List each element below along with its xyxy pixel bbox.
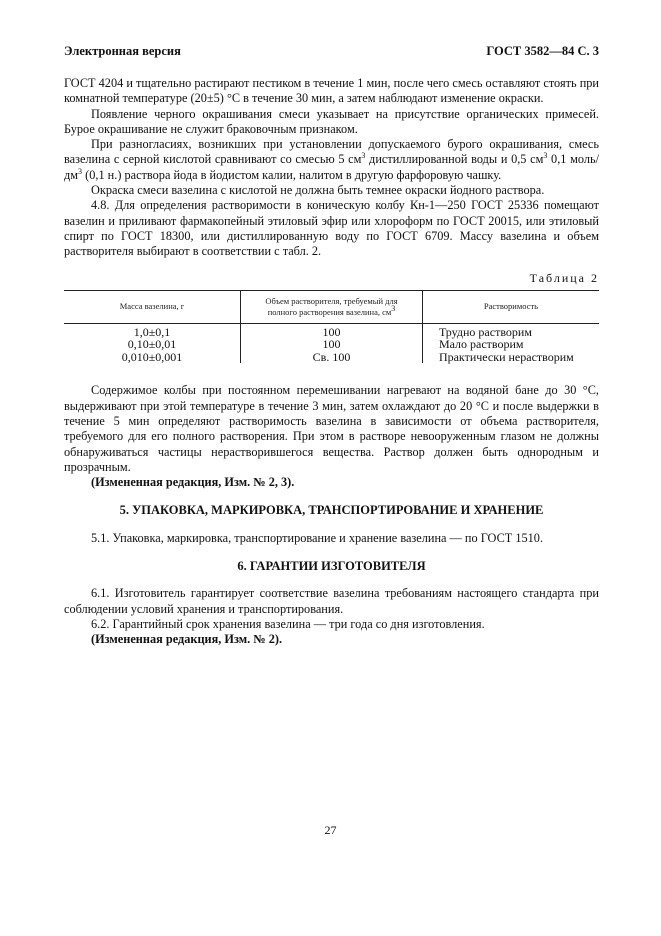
solubility-table (64, 290, 599, 364)
sulfuric-text-a: При разногласиях, возникших при установлении допускаемого бурого окрашивания, смесь вазелина с серной кислотой сравнивают со смесью 5 см (64, 137, 599, 167)
paragraph-6-1: 6.1. Изготовитель гарантирует соответствие вазелина требованиям настоящего стандарта при соблюдении условий хранения и транспортирования. (64, 586, 599, 616)
solubility-value: Практически нерастворим (438, 349, 574, 364)
paragraph-flask-heating: Содержимое колбы при постоянном перемешивании нагревают на водяной бане до 30 °С, выдерживают при этой температуре в течение 3 мин, затем охлаждают до 20 °С и после выдержки в течение 5 мин определяют растворимость вазелина в зависимости от объема растворителя, требуемого для его полного растворения. При этом в растворе невооруженным глазом не должны обнаруживаться частицы нерастворившегося вещества. Раствор должен быть однородным и прозрачным. (64, 383, 599, 474)
mass-value: 0,010±0,001 (121, 349, 183, 364)
header-volume-line2: полного растворения вазелина, см (267, 306, 392, 317)
sup-dm3: 3 (78, 166, 83, 176)
mass-value: 0,10±0,01 (127, 337, 177, 352)
solubility-value: Трудно растворим (438, 324, 532, 339)
section-6-title: 6. ГАРАНТИИ ИЗГОТОВИТЕЛЯ (237, 559, 426, 574)
paragraph-gost4204: ГОСТ 4204 и тщательно растирают пестиком в течение 1 мин, после чего смесь оставляют стоять при комнатной температуре (20±5) °С в течение 30 мин, а затем наблюдают изменение окраски. (64, 76, 599, 106)
paragraph-4-8: 4.8. Для определения растворимости в коническую колбу Кн-1—250 ГОСТ 25336 помещают вазелин и приливают фармакопейный этиловый эфир или хлороформ по ГОСТ 20015, или этиловый спирт по ГОСТ 18300, или дистиллированную воду по ГОСТ 6709. Массу вазелина и объем растворителя выбирают в соответствии с табл. 2. (64, 198, 599, 259)
sup-cm3-1: 3 (361, 151, 366, 161)
sup-cm3-2: 3 (543, 151, 548, 161)
edit-note-1: (Измененная редакция, Изм. № 2, 3). (91, 475, 295, 490)
sulfuric-text-b: дистиллированной воды и 0,5 см (365, 152, 544, 167)
table-caption: Таблица 2 (529, 270, 599, 285)
paragraph-black-color: Появление черного окрашивания смеси указывает на присутствие органических примесей. Бурое окрашивание не служит браковочным признаком. (64, 106, 599, 136)
header-left: Электронная версия (64, 44, 181, 58)
header-mass: Масса вазелина, г (64, 290, 241, 323)
section-5-title: 5. УПАКОВКА, МАРКИРОВКА, ТРАНСПОРТИРОВАНИЕ И ХРАНЕНИЕ (119, 503, 544, 518)
document-body (64, 76, 599, 648)
sulfuric-text-d: (0,1 н.) раствора йода в йодистом калии, налитом в другую фарфоровую чашку. (82, 167, 502, 182)
volume-value: Св. 100 (312, 349, 351, 364)
paragraph-6-2: 6.2. Гарантийный срок хранения вазелина — три года со дня изготовления. (91, 616, 485, 631)
mass-value: 1,0±0,1 (133, 324, 171, 339)
paragraph-5-1: 5.1. Упаковка, маркировка, транспортирование и хранение вазелина — по ГОСТ 1510. (91, 530, 544, 545)
table-header-row (64, 290, 599, 323)
table-row (64, 323, 599, 363)
header-right: ГОСТ 3582—84 С. 3 (486, 44, 599, 58)
paragraph-iodine-color: Окраска смеси вазелина с кислотой не должна быть темнее окраски йодного раствора. (91, 183, 545, 198)
header-volume-line1: Объем растворителя, требуемый для (265, 295, 398, 306)
cell-volume (241, 323, 423, 363)
page-number: 27 (324, 823, 337, 837)
solubility-value: Мало растворим (438, 337, 524, 352)
header-volume (241, 290, 423, 323)
cell-mass (64, 323, 241, 363)
edit-note-2: (Измененная редакция, Изм. № 2). (91, 632, 283, 647)
volume-value: 100 (322, 324, 341, 339)
volume-value: 100 (322, 337, 341, 352)
header-solubility: Растворимость (422, 290, 599, 323)
sulfuric-text-c: 0,1 моль/дм (64, 152, 600, 182)
header-volume-sup: 3 (391, 304, 396, 314)
cell-solubility (422, 323, 599, 363)
paragraph-sulfuric-comparison (64, 137, 599, 183)
